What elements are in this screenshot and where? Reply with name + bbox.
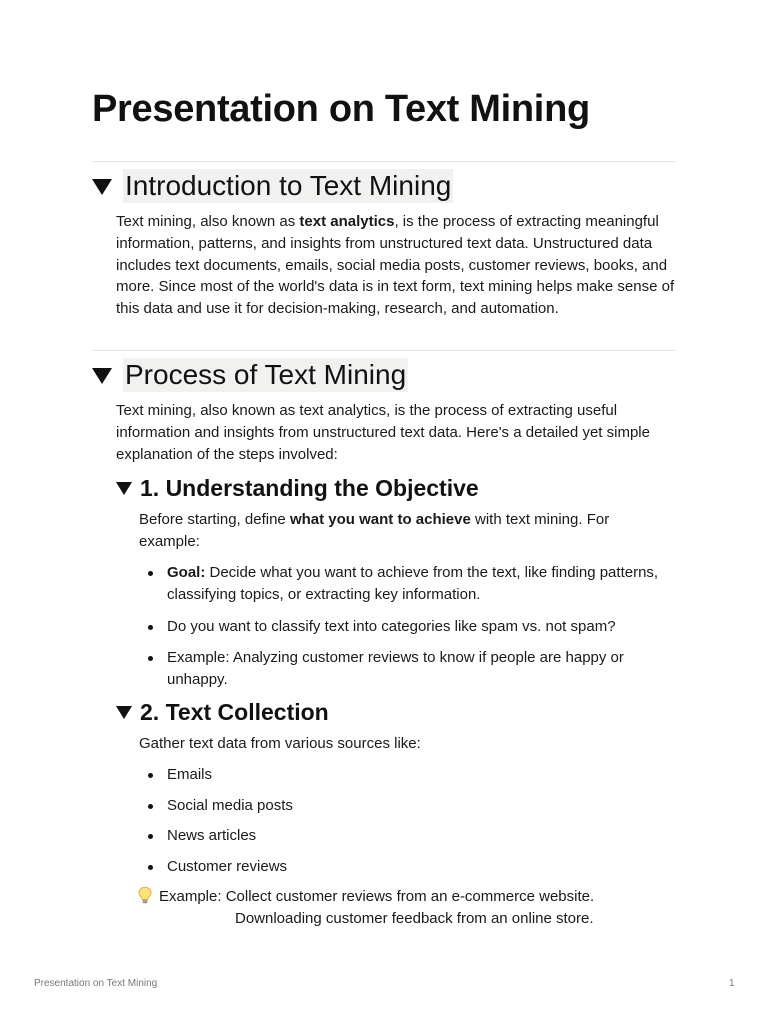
step1-heading: 1. Understanding the Objective xyxy=(140,475,479,501)
intro-text-c: , is the process of extracting meaningful information, patterns, and insights from unstructured text data. Unstructured data includes text documents, emails, social media posts, customer reviews, books, and more. Since most of the world's data is in text form, text mining helps make sense of this data and use it for decision-making, research, and automation. xyxy=(116,213,675,318)
intro-heading: Introduction to Text Mining xyxy=(125,170,452,201)
callout-text: Example: Collect customer reviews from an e-commerce website. xyxy=(159,888,595,905)
list-item: Social media posts xyxy=(139,795,677,817)
process-heading: Process of Text Mining xyxy=(125,359,407,390)
list-item: Customer reviews xyxy=(139,856,677,878)
divider xyxy=(92,161,676,162)
process-paragraph: Text mining, also known as text analytics, is the process of extracting useful information and insights from unstructured text data. Here's a detailed yet simple explanation of the steps involved: xyxy=(116,402,650,463)
footer-doc-title: Presentation on Text Mining xyxy=(34,978,158,989)
step1-text-bold: what you want to achieve xyxy=(289,511,471,528)
page-title: Presentation on Text Mining xyxy=(92,88,590,130)
intro-text-a: Text mining, also known as xyxy=(116,213,300,230)
toggle-step2[interactable] xyxy=(116,698,329,726)
list-item: News articles xyxy=(139,825,677,847)
bullet-bold-label: Goal: xyxy=(167,564,206,581)
bullet-text: Decide what you want to achieve from the text, like finding patterns, classifying topics, or extracting key information. xyxy=(167,564,659,603)
footer-page-number: 1 xyxy=(729,978,735,989)
toggle-triangle-icon[interactable] xyxy=(116,482,132,495)
intro-paragraph xyxy=(116,211,678,320)
divider xyxy=(92,350,676,351)
toggle-triangle-icon[interactable] xyxy=(92,179,112,195)
toggle-triangle-icon[interactable] xyxy=(92,368,112,384)
step2-paragraph: Gather text data from various sources like: xyxy=(139,735,421,752)
toggle-intro[interactable] xyxy=(92,169,453,203)
toggle-step1[interactable] xyxy=(116,474,479,502)
toggle-triangle-icon[interactable] xyxy=(116,706,132,719)
toggle-process[interactable] xyxy=(92,358,408,392)
list-item: Emails xyxy=(139,764,677,786)
callout-line: Downloading customer feedback from an online store. xyxy=(235,909,594,927)
callout-line xyxy=(137,886,677,908)
step1-paragraph xyxy=(139,509,669,553)
intro-text-bold: text analytics xyxy=(299,213,395,230)
step1-bullet-list xyxy=(139,562,677,691)
list-item: Example: Analyzing customer reviews to know if people are happy or unhappy. xyxy=(139,647,677,691)
example-callout xyxy=(137,886,677,930)
step1-text-c: with text mining. For example: xyxy=(139,511,610,550)
step2-bullet-list xyxy=(139,764,677,878)
list-item xyxy=(139,562,677,606)
step1-text-a: Before starting, define xyxy=(139,511,290,528)
list-item: Do you want to classify text into categories like spam vs. not spam? xyxy=(139,616,677,638)
step2-heading: 2. Text Collection xyxy=(140,699,329,725)
lightbulb-icon xyxy=(137,886,153,904)
